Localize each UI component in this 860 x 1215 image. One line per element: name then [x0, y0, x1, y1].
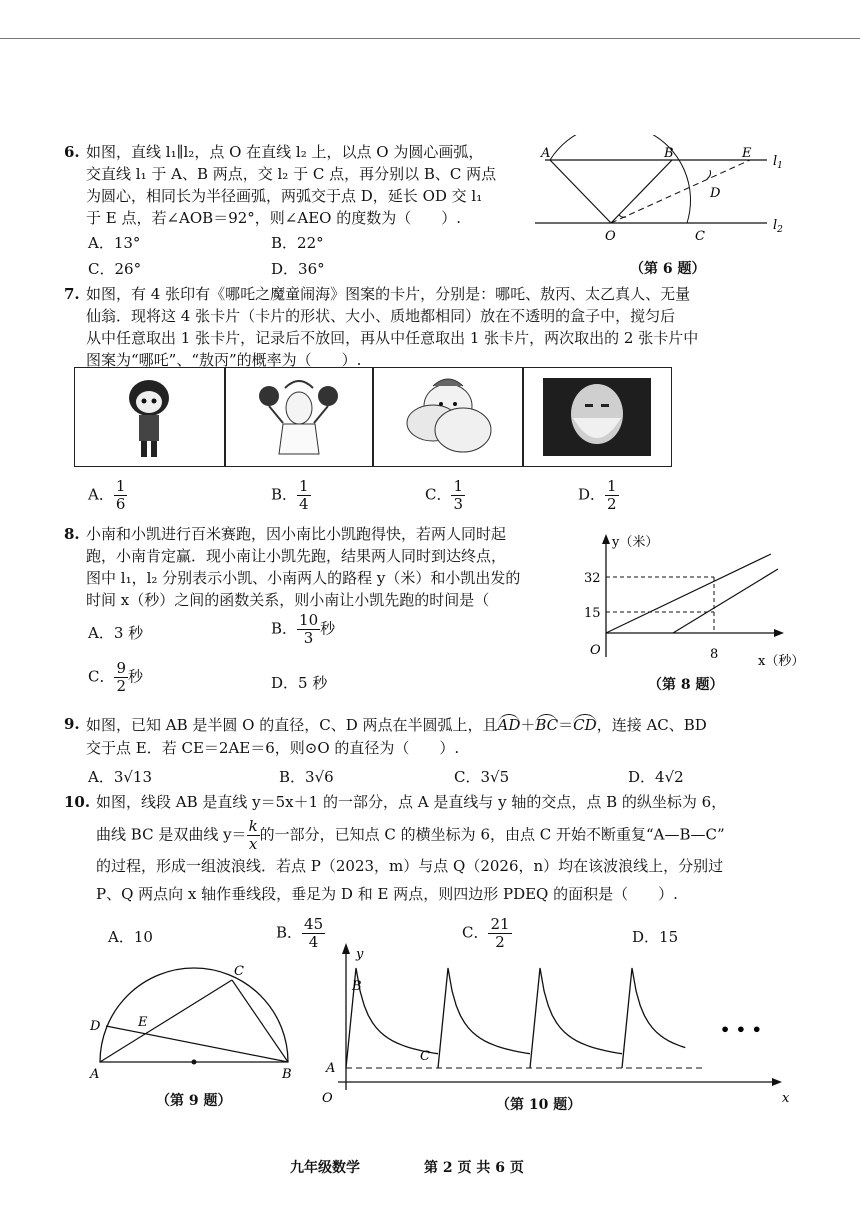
- angle-mark: [619, 215, 626, 217]
- q7-line-1: 如图，有 4 张印有《哪吒之魔童闹海》图案的卡片，分别是：哪吒、敖丙、太乙真人、无量: [86, 285, 691, 303]
- q10-line-4: P、Q 两点向 x 轴作垂线段，垂足为 D 和 E 两点，则四边形 PDEQ 的面积是（ ）.: [96, 885, 678, 903]
- label-b: B: [664, 146, 674, 161]
- fig10-label-x: x: [782, 1091, 790, 1106]
- q6-number: 6.: [64, 143, 80, 161]
- q8-option-d: D．5 秒: [271, 674, 328, 692]
- q10-option-b: B． $\frac{45}{4}$: [276, 915, 324, 951]
- card-nezha: [74, 367, 226, 467]
- q10-line-3: 的过程，形成一组波浪线．若点 P（2023，m）与点 Q（2026，n）均在该波浪线上，分别过: [96, 857, 724, 875]
- graph-tick-8: 8: [710, 647, 719, 662]
- q9-line-2: 交于点 E．若 CE＝2AE＝6，则⊙O 的直径为（ ）.: [86, 739, 460, 757]
- q8-number: 8.: [64, 525, 80, 543]
- q6-option-a: A．13°: [88, 234, 141, 252]
- q8-line-2: 跑，小南肯定赢．现小南让小凯先跑，结果两人同时到达终点，: [86, 547, 507, 565]
- q6-line-2: 交直线 l₁ 于 A、B 两点，交 l₂ 于 C 点，再分别以 B、C 两点: [86, 165, 497, 183]
- q6-option-b: B．22°: [271, 234, 324, 252]
- fig10-label-y: y: [356, 947, 364, 962]
- graph-xlabel: x（秒）: [758, 654, 805, 669]
- q8-option-a: A．3 秒: [88, 624, 144, 642]
- fig10-label-a: A: [326, 1061, 336, 1076]
- fig9-label-e: E: [138, 1015, 148, 1030]
- segment-oa: [550, 160, 611, 223]
- q6-line-4: 于 E 点，若∠AOB＝92°，则∠AEO 的度数为（ ）.: [86, 209, 461, 227]
- taiyi-image: [373, 368, 522, 465]
- q9-option-c: C．3√5: [454, 768, 510, 786]
- fig9-label-a: A: [90, 1067, 100, 1082]
- card-wuliang: [522, 367, 672, 467]
- graph-origin: O: [590, 643, 601, 658]
- wave-curve: [346, 968, 685, 1068]
- chord-ac: [100, 980, 232, 1062]
- nezha-image: [75, 368, 224, 465]
- q8-graph: [578, 532, 808, 672]
- chord-bd: [106, 1026, 288, 1062]
- q8-caption: （第 8 题）: [648, 677, 724, 693]
- label-o: O: [605, 229, 616, 244]
- segment-ob: [611, 160, 672, 223]
- arc-mark-d: [707, 170, 711, 179]
- label-l1: $l_1$: [773, 154, 783, 171]
- q6-option-c: C．26°: [88, 260, 142, 278]
- semicircle: [100, 968, 288, 1062]
- q7-option-d: D． $\frac{1}{2}$: [578, 477, 617, 513]
- q8-option-b: B． $\frac{10}{3}$ 秒: [271, 611, 336, 647]
- card-taiyi: [372, 367, 524, 467]
- aobing-image: [225, 368, 372, 465]
- q8-line-3: 图中 l₁，l₂ 分别表示小凯、小南两人的路程 y（米）和小凯出发的: [86, 569, 521, 587]
- q10-option-c: C． $\frac{21}{2}$: [462, 915, 510, 951]
- q10-line-2: 曲线 BC 是双曲线 y＝ $\frac{k}{x}$ 的一部分，已知点 C 的横坐标为 6，由点 C 开始不断重复“A—B—C”: [96, 817, 725, 853]
- q10-caption: （第 10 题）: [496, 1097, 582, 1113]
- q9-option-b: B．3√6: [279, 768, 334, 786]
- q8-option-c: C． $\frac{9}{2}$ 秒: [88, 659, 144, 695]
- q9-option-a: A．3√13: [88, 768, 153, 786]
- label-e: E: [742, 146, 752, 161]
- q9-number: 9.: [64, 715, 80, 733]
- line-l1: [606, 554, 771, 633]
- q7-option-c: C． $\frac{1}{3}$: [425, 477, 464, 513]
- graph-tick-15: 15: [584, 606, 601, 621]
- q8-line-4: 时间 x（秒）之间的函数关系，则小南让小凯先跑的时间是（: [86, 591, 490, 609]
- q7-line-3: 从中任意取出 1 张卡片，记录后不放回，再从中任意取出 1 张卡片，两次取出的 2 张卡片中: [86, 329, 699, 347]
- q6-caption: （第 6 题）: [630, 261, 706, 277]
- fig9-label-b: B: [282, 1067, 292, 1082]
- fig10-label-o: O: [322, 1091, 333, 1106]
- footer-subject: 九年级数学: [290, 1160, 360, 1176]
- q6-figure: [535, 135, 795, 250]
- q10-figure: [316, 940, 800, 1110]
- q7-option-b: B． $\frac{1}{4}$: [271, 477, 309, 513]
- wave-segment: [530, 968, 622, 1068]
- q6-line-1: 如图，直线 l₁∥l₂，点 O 在直线 l₂ 上，以点 O 为圆心画弧，: [86, 143, 484, 161]
- q9-caption: （第 9 题）: [156, 1093, 232, 1109]
- q10-line-1: 如图，线段 AB 是直线 y＝5x＋1 的一部分，点 A 是直线与 y 轴的交点，点 B 的纵坐标为 6，: [96, 793, 727, 811]
- label-c: C: [695, 229, 705, 244]
- center-o: [192, 1060, 197, 1065]
- q7-number: 7.: [64, 285, 80, 303]
- graph-ylabel: y（米）: [612, 535, 659, 550]
- segment-oe: [611, 160, 750, 223]
- footer-page-number: 第 2 页 共 6 页: [424, 1160, 524, 1176]
- label-l2: $l_2$: [773, 218, 783, 235]
- fig10-label-c: C: [420, 1049, 430, 1064]
- q10-option-a: A．10: [108, 928, 153, 946]
- chord-cb: [232, 980, 288, 1062]
- q9-option-d: D．4√2: [628, 768, 684, 786]
- wave-segment: [622, 968, 685, 1068]
- q9-line-1: 如图，已知 AB 是半圆 O 的直径，C、D 两点在半圆弧上，且AD＋BC＝CD，连接 AC、BD: [86, 716, 707, 734]
- q8-line-1: 小南和小凯进行百米赛跑，因小南比小凯跑得快，若两人同时起: [86, 525, 507, 543]
- card-aobing: [224, 367, 374, 467]
- label-d: D: [710, 186, 721, 201]
- q6-line-3: 为圆心，相同长为半径画弧，两弧交于点 D，延长 OD 交 l₁: [86, 187, 483, 205]
- wave-segment: [438, 968, 530, 1068]
- fig10-ellipsis: • • •: [720, 1020, 762, 1039]
- fig9-label-d: D: [90, 1019, 101, 1034]
- q7-line-4: 图案为“哪吒”、“敖丙”的概率为（ ）.: [86, 351, 362, 369]
- fig10-label-b: B: [352, 979, 362, 994]
- q9-figure: [84, 950, 304, 1090]
- q10-option-d: D．15: [632, 928, 679, 946]
- q6-option-d: D．36°: [271, 260, 325, 278]
- fig9-label-c: C: [234, 964, 244, 979]
- q7-line-2: 仙翁．现将这 4 张卡片（卡片的形状、大小、质地都相同）放在不透明的盒子中，搅匀后: [86, 307, 676, 325]
- line-l2: [673, 569, 778, 633]
- q7-option-a: A． $\frac{1}{6}$: [88, 477, 126, 513]
- graph-tick-32: 32: [584, 571, 601, 586]
- q10-number: 10.: [64, 793, 91, 811]
- label-a: A: [541, 146, 551, 161]
- wuliang-image: [523, 368, 670, 465]
